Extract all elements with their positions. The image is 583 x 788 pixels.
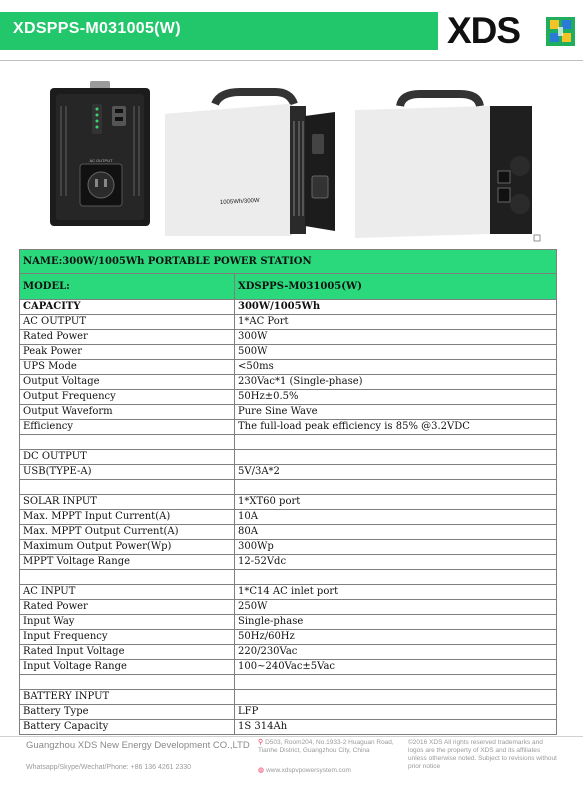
spec-label-cell: AC OUTPUT [20,315,235,330]
header-divider [0,60,583,61]
brand-emblem-icon [544,15,577,48]
spec-value-cell [235,480,557,495]
table-row [20,525,557,540]
spec-label-cell: Rated Power [20,600,235,615]
brand-logo-text: XDS [447,10,521,51]
table-row [20,705,557,720]
spec-label-cell: SOLAR INPUT [20,495,235,510]
spec-value-cell: 500W [235,345,557,360]
spec-value-cell: 250W [235,600,557,615]
spec-table [19,249,557,735]
table-row [20,510,557,525]
spec-value-cell [235,435,557,450]
rear-view-image [355,94,540,241]
table-row [20,315,557,330]
table-row [20,630,557,645]
table-row [20,480,557,495]
spec-label-cell: Input Voltage Range [20,660,235,675]
spec-label-cell: USB(TYPE-A) [20,465,235,480]
spec-label-cell: Peak Power [20,345,235,360]
spec-value-cell: 80A [235,525,557,540]
spec-value-cell: 5V/3A*2 [235,465,557,480]
spec-value-cell: 300W [235,330,557,345]
spec-label-cell [20,480,235,495]
spec-value-cell: 230Vac*1 (Single-phase) [235,375,557,390]
spec-value-cell: The full-load peak efficiency is 85% @3.2VDC [235,420,557,435]
model-label-cell: MODEL: [20,274,235,300]
table-row [20,600,557,615]
table-row [20,300,557,315]
footer-company: Guangzhou XDS New Energy Development CO.,LTD [26,740,250,751]
spec-value-cell: LFP [235,705,557,720]
spec-label-cell: BATTERY INPUT [20,690,235,705]
footer-website [258,766,351,774]
spec-value-cell: 1*AC Port [235,315,557,330]
footer-copyright: ©2016 XDS All rights reserved trademarks and logos are the property of XDS and its affiliates unless otherwise noted. Subject to revisions without prior notice [408,739,557,770]
spec-label-cell [20,570,235,585]
globe-icon: ◍ [258,767,267,774]
footer-website-link[interactable]: www.xdspvpowersystem.com [266,767,351,774]
spec-label-cell: CAPACITY [20,300,235,315]
spec-label-cell: UPS Mode [20,360,235,375]
spec-value-cell [235,570,557,585]
spec-value-cell: 300W/1005Wh [235,300,557,315]
table-row [20,465,557,480]
model-title: XDSPPS-M031005(W) [13,20,181,37]
table-row [20,450,557,465]
table-row [20,345,557,360]
spec-label-cell: DC OUTPUT [20,450,235,465]
spec-label-cell: Max. MPPT Input Current(A) [20,510,235,525]
spec-label-cell: Input Frequency [20,630,235,645]
spec-label-cell: AC INPUT [20,585,235,600]
footer-address-text: D503, Room204, No.1933-2 Huaguan Road, Tianhe District, Guangzhou City, China [258,739,394,754]
spec-label-cell: Efficiency [20,420,235,435]
angled-view-image [165,92,335,236]
spec-label-cell: Output Frequency [20,390,235,405]
spec-label-cell: Input Way [20,615,235,630]
footer-address [258,739,408,755]
spec-label-cell: Max. MPPT Output Current(A) [20,525,235,540]
front-view-image [50,81,150,226]
table-row [20,495,557,510]
spec-value-cell: Single-phase [235,615,557,630]
spec-value-cell: 50Hz±0.5% [235,390,557,405]
table-row [20,615,557,630]
table-row [20,570,557,585]
spec-value-cell: 220/230Vac [235,645,557,660]
location-pin-icon: ⚲ [258,739,266,746]
spec-label-cell: Battery Type [20,705,235,720]
spec-value-cell [235,690,557,705]
spec-value-cell: 50Hz/60Hz [235,630,557,645]
spec-label-cell [20,675,235,690]
table-row [20,540,557,555]
table-row [20,405,557,420]
table-row [20,675,557,690]
table-row [20,660,557,675]
spec-label-cell: Rated Power [20,330,235,345]
spec-value-cell: <50ms [235,360,557,375]
table-row [20,555,557,570]
spec-value-cell: 1*C14 AC inlet port [235,585,557,600]
footer-contact: Whatsapp/Skype/Wechat/Phone: +86 136 4261 2330 [26,764,192,771]
spec-label-cell: MPPT Voltage Range [20,555,235,570]
spec-label-cell: Output Waveform [20,405,235,420]
table-row [20,690,557,705]
table-row [20,420,557,435]
spec-value-cell: 10A [235,510,557,525]
spec-value-cell: 12-52Vdc [235,555,557,570]
table-row [20,375,557,390]
spec-label-cell: Battery Capacity [20,720,235,735]
product-images [50,76,550,246]
table-row [20,330,557,345]
model-value-cell: XDSPPS-M031005(W) [235,274,557,300]
table-row [20,720,557,735]
spec-label-cell: Maximum Output Power(Wp) [20,540,235,555]
ac-output-panel-label: AC OUTPUT [89,158,113,163]
spec-value-cell: Pure Sine Wave [235,405,557,420]
spec-value-cell [235,450,557,465]
spec-value-cell: 1S 314Ah [235,720,557,735]
table-row [20,390,557,405]
spec-value-cell: 1*XT60 port [235,495,557,510]
spec-label-cell: Output Voltage [20,375,235,390]
spec-value-cell [235,675,557,690]
table-row [20,360,557,375]
spec-label-cell: Rated Input Voltage [20,645,235,660]
table-row [20,435,557,450]
spec-label-cell [20,435,235,450]
table-row [20,645,557,660]
spec-value-cell: 100~240Vac±5Vac [235,660,557,675]
product-name-cell: NAME:300W/1005Wh PORTABLE POWER STATION [20,250,557,274]
footer-divider [0,736,583,737]
spec-value-cell: 300Wp [235,540,557,555]
capacity-label: 1005Wh/300W [219,197,260,206]
table-row [20,585,557,600]
